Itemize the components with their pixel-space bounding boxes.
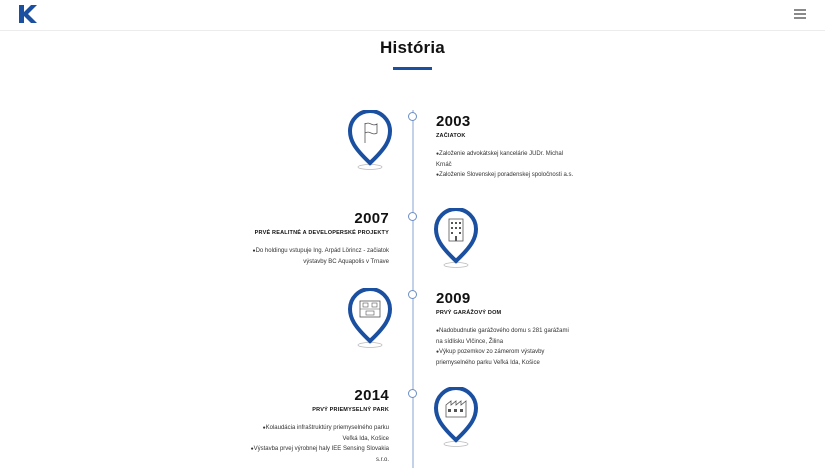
timeline-dot: [408, 112, 417, 121]
entry-year: 2009: [436, 290, 471, 307]
entry-subtitle: PRVÝ PRIEMYSELNÝ PARK: [312, 407, 389, 413]
list-item: ● Výstavba prvej výrobnej haly IEE Sensing Slovakia s.r.o.: [249, 444, 389, 465]
entry-year: 2014: [354, 387, 389, 404]
entry-bullets: [249, 246, 389, 267]
factory-icon: [434, 387, 478, 451]
entry-year: 2003: [436, 113, 471, 130]
timeline-dot: [408, 290, 417, 299]
list-item: ● Do holdingu vstupuje Ing. Arpád Lörincz - začiatok výstavby BC Aquapolis v Trnave: [249, 246, 389, 267]
timeline-entry-2009: [436, 290, 576, 368]
page-title: História: [380, 38, 445, 57]
timeline-entry-2003: [436, 113, 576, 181]
entry-subtitle: PRVÝ GARÁŽOVÝ DOM: [436, 310, 502, 316]
list-item: ● Nadobudnutie garážového domu s 281 garážami na sídlisku Vlčince, Žilina: [436, 326, 576, 347]
company-logo[interactable]: [18, 4, 38, 24]
list-item: ● Kolaudácia infraštruktúry priemyselného parku Veľká Ida, Košice: [249, 423, 389, 444]
timeline-line: [412, 110, 414, 468]
timeline-entry-2007: [249, 210, 389, 267]
building-icon: [434, 208, 478, 272]
timeline-dot: [408, 212, 417, 221]
list-item: ● Založenie advokátskej kancelárie JUDr. Michal Krnáč: [436, 149, 576, 170]
timeline-entry-2014: [249, 387, 389, 465]
entry-year: 2007: [354, 210, 389, 227]
entry-bullets: [436, 326, 576, 368]
garage-icon: [348, 288, 392, 352]
hamburger-menu-icon[interactable]: [794, 9, 806, 19]
top-bar: [0, 0, 825, 31]
flag-icon: [348, 110, 392, 174]
entry-bullets: [436, 149, 576, 181]
entry-subtitle: ZAČIATOK: [436, 133, 466, 139]
entry-bullets: [249, 423, 389, 465]
title-underline: [393, 67, 432, 70]
entry-subtitle: PRVÉ REALITNÉ A DEVELOPERSKÉ PROJEKTY: [254, 230, 389, 236]
timeline-dot: [408, 389, 417, 398]
list-item: ● Založenie Slovenskej poradenskej spoločnosti a.s.: [436, 170, 576, 181]
list-item: ● Výkup pozemkov zo zámerom výstavby priemyselného parku Veľká Ida, Košice: [436, 347, 576, 368]
